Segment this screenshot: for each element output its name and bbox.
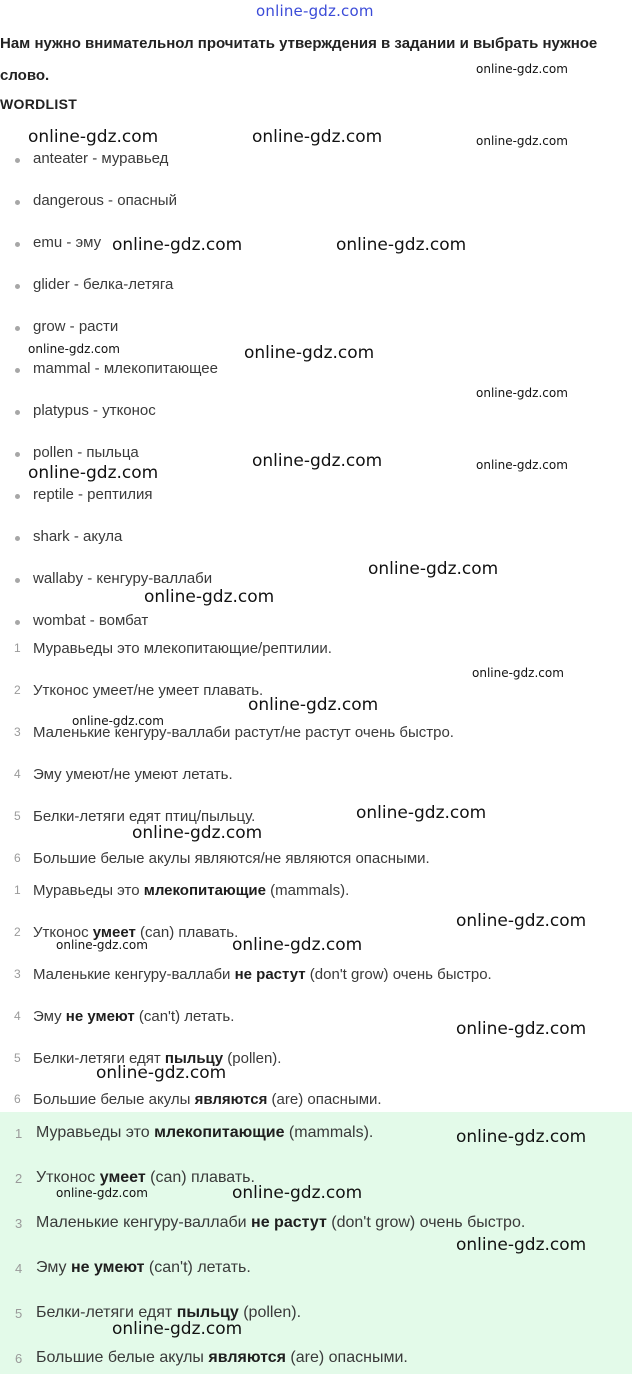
- bullet-icon: [15, 284, 20, 289]
- watermark: online-gdz.com: [456, 911, 587, 931]
- bullet-icon: [15, 620, 20, 625]
- watermark: online-gdz.com: [248, 695, 379, 715]
- intro-text: Нам нужно внимательнол прочитать утверждения в задании и выбрать нужное слово.: [0, 35, 598, 84]
- watermark: online-gdz.com: [56, 938, 148, 952]
- watermark: online-gdz.com: [476, 134, 568, 148]
- wordlist-heading: WORDLIST: [0, 96, 78, 112]
- watermark: online-gdz.com: [456, 1019, 587, 1039]
- bullet-icon: [15, 158, 20, 163]
- list-item: wallaby - кенгуру-валлаби: [0, 570, 632, 612]
- watermark: online-gdz.com: [476, 386, 568, 400]
- list-item: pollen - пыльца: [0, 444, 632, 486]
- watermark: online-gdz.com: [28, 127, 159, 147]
- list-item: wombat - вомбат: [0, 612, 632, 654]
- watermark: online-gdz.com: [112, 1319, 243, 1339]
- watermark: online-gdz.com: [456, 1235, 587, 1255]
- watermark: online-gdz.com: [244, 343, 375, 363]
- watermark: online-gdz.com: [28, 342, 120, 356]
- watermark: online-gdz.com: [96, 1063, 227, 1083]
- list-item: glider - белка-летяга: [0, 276, 632, 318]
- watermark: online-gdz.com: [232, 935, 363, 955]
- bullet-icon: [15, 494, 20, 499]
- watermark: online-gdz.com: [56, 1186, 148, 1200]
- list-item: grow - расти: [0, 318, 632, 360]
- bullet-icon: [15, 536, 20, 541]
- bullet-icon: [15, 368, 20, 373]
- list-item: dangerous - опасный: [0, 192, 632, 234]
- site-watermark-header: online-gdz.com: [256, 2, 374, 20]
- watermark: online-gdz.com: [472, 666, 564, 680]
- watermark: online-gdz.com: [28, 463, 159, 483]
- list-item: mammal - млекопитающее: [0, 360, 632, 402]
- bullet-icon: [15, 242, 20, 247]
- watermark: online-gdz.com: [336, 235, 467, 255]
- watermark: online-gdz.com: [476, 458, 568, 472]
- list-item: anteater - муравьед: [0, 150, 632, 192]
- watermark: online-gdz.com: [356, 803, 487, 823]
- bullet-icon: [15, 200, 20, 205]
- list-item: emu - эму: [0, 234, 632, 276]
- bullet-icon: [15, 326, 20, 331]
- watermark: online-gdz.com: [368, 559, 499, 579]
- bullet-icon: [15, 410, 20, 415]
- watermark: online-gdz.com: [112, 235, 243, 255]
- watermark: online-gdz.com: [252, 451, 383, 471]
- list-item: shark - акула: [0, 528, 632, 570]
- bullet-icon: [15, 578, 20, 583]
- watermark: online-gdz.com: [72, 714, 164, 728]
- answer-highlight-block: 1 Муравьеды это млекопитающие (mammals). 2 Утконос умеет (can) плавать. 3 Маленькие кенгуру-валлаби не растут (don't grow) очень быстро. 4 Эму не умеют (can't) летать. 5 Белки-летяги едят пыльцу (pollen). 6 Большие белые акулы являются (are) опасными.: [0, 1112, 632, 1374]
- watermark: online-gdz.com: [476, 62, 568, 76]
- watermark: online-gdz.com: [232, 1183, 363, 1203]
- list-item: platypus - утконос: [0, 402, 632, 444]
- watermark: online-gdz.com: [456, 1127, 587, 1147]
- watermark: online-gdz.com: [252, 127, 383, 147]
- bullet-icon: [15, 452, 20, 457]
- watermark: online-gdz.com: [132, 823, 263, 843]
- watermark: online-gdz.com: [144, 587, 275, 607]
- list-item: reptile - рептилия: [0, 486, 632, 528]
